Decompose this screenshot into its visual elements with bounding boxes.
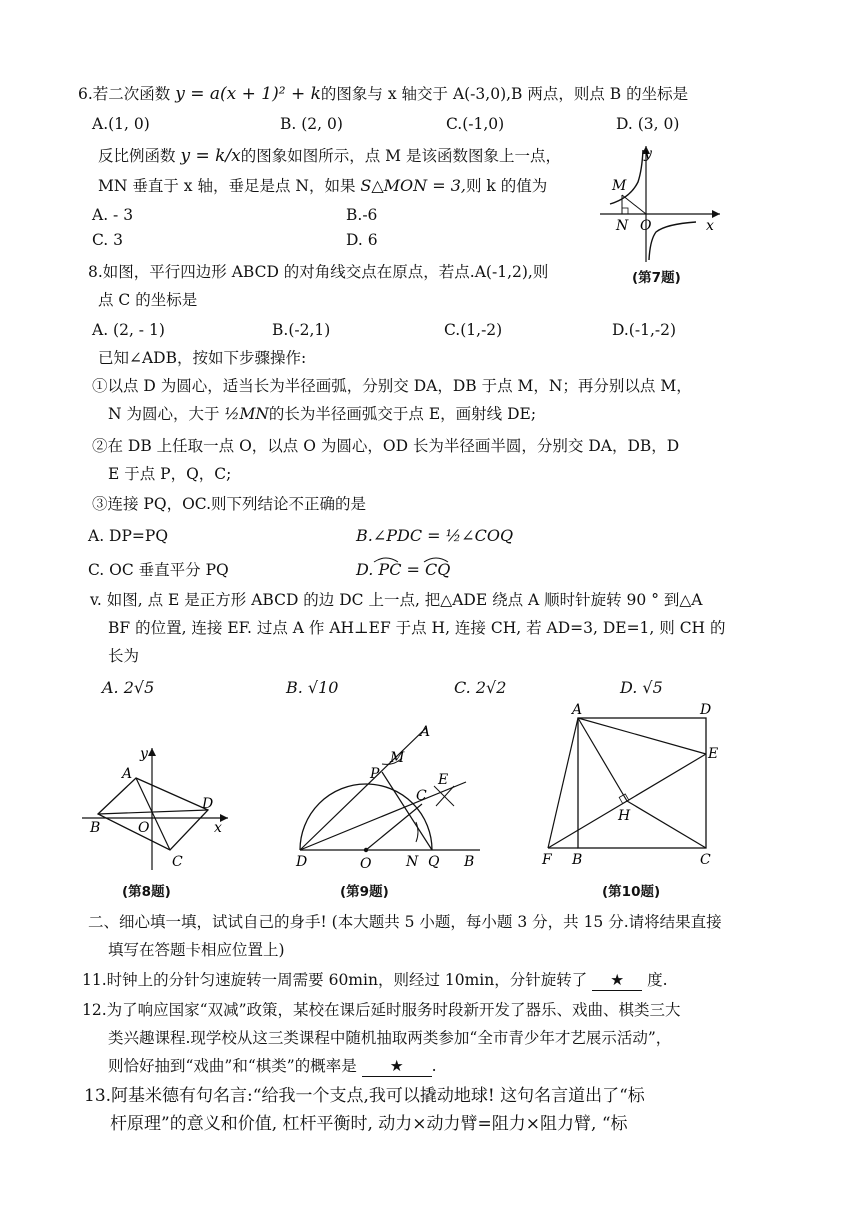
q9-step2-line2: E 于点 P，Q，C; (108, 465, 232, 483)
q8-label-o: O (138, 820, 150, 836)
q10-figure (534, 698, 734, 874)
q7-stem-line2 (98, 176, 547, 196)
q7-formula: y = k/x (180, 146, 241, 166)
q7-option-a: A. - 3 (92, 206, 134, 224)
q9-option-a: A. DP=PQ (88, 527, 169, 545)
q12-stem-line1: 12.为了响应国家“双减”政策，某校在课后延时服务时段新开发了器乐、戏曲、棋类三大 (82, 1001, 681, 1019)
q9-intro: 已知∠ADB，按如下步骤操作: (98, 349, 307, 367)
q7-tail: 的图象如图所示，点 M 是该函数图象上一点， (240, 147, 561, 165)
q8-figure (78, 744, 238, 874)
q7-stem-line1 (98, 146, 561, 166)
q8-caption: (第8题) (122, 884, 171, 900)
q8-label-c: C (172, 854, 183, 870)
q9-label-e: E (438, 772, 449, 788)
q7-figure (596, 142, 726, 267)
q9-step1b: N 为圆心，大于 (108, 405, 220, 423)
q9-label-d: D (296, 854, 308, 870)
section2-heading-line1: 二、细心填一填，试试自己的身手! (本大题共 5 小题，每小题 3 分，共 15 分.请将结果直接 (88, 913, 722, 931)
section2-heading-line2: 填写在答题卡相应位置上) (108, 941, 285, 959)
q12-end: . (431, 1057, 437, 1075)
q6-option-d: D. (3, 0) (616, 115, 680, 133)
q12-line3: 则恰好抽到“戏曲”和“棋类”的概率是 (108, 1057, 357, 1075)
q8-label-d: D (202, 796, 214, 812)
q8-label-a: A (122, 766, 133, 782)
q10-caption: (第10题) (602, 884, 661, 900)
q10-label-f: F (542, 852, 552, 868)
q9-label-m: M (390, 750, 405, 766)
q9-step1c: 的长为半径画弧交于点 E，画射线 DE; (268, 405, 537, 423)
q7-caption: (第7题) (632, 270, 681, 286)
q13-stem-line2: 杆原理”的意义和价值, 杠杆平衡时, 动力×动力臂=阻力×阻力臂, “标 (110, 1114, 628, 1134)
q7-option-c: C. 3 (92, 231, 124, 249)
q10-option-c: C. 2√2 (454, 678, 507, 697)
q10-option-d: D. √5 (620, 678, 663, 697)
q10-option-a: A. 2√5 (102, 678, 155, 697)
q9-label-p: P (370, 766, 380, 782)
q9-figure (290, 720, 490, 872)
q9-label-b: B (464, 854, 475, 870)
q10-label-h: H (618, 808, 631, 824)
q7-label-y: y (644, 146, 652, 162)
q12-stem-line3 (108, 1056, 437, 1077)
q8-option-b: B.(-2,1) (272, 321, 331, 339)
q6-option-c: C.(-1,0) (446, 115, 505, 133)
q8-option-d: D.(-1,-2) (612, 321, 677, 339)
q7-label-m: M (612, 178, 627, 194)
q7-option-b: B.-6 (346, 206, 378, 224)
q8-stem-line1: 8.如图，平行四边形 ABCD 的对角线交点在原点，若点.A(-1,2),则 (88, 263, 549, 281)
q9-label-a: A (420, 724, 431, 740)
q6-option-b: B. (2, 0) (280, 115, 343, 133)
q12-stem-line2: 类兴趣课程.现学校从这三类课程中随机抽取两类参加“全市青少年才艺展示活动”， (108, 1029, 672, 1047)
q9-step1-line2 (108, 404, 536, 424)
q9-option-b: B.∠PDC = ½∠COQ (356, 526, 514, 545)
q11-answer-blank[interactable]: ★ (592, 970, 642, 991)
q9-label-o: O (360, 856, 372, 872)
q9-step1-line1: ①以点 D 为圆心，适当长为半径画弧，分别交 DA，DB 于点 M，N；再分别以点 M， (92, 377, 692, 395)
q8-option-a: A. (2, - 1) (92, 321, 165, 339)
q9-label-n: N (406, 854, 419, 870)
q6-option-a: A.(1, 0) (92, 115, 150, 133)
q7-line2a: MN 垂直于 x 轴，垂足是点 N，如果 (98, 177, 356, 195)
q10-label-a: A (572, 702, 583, 718)
q10-label-d: D (700, 702, 712, 718)
q7-line2b: 则 k 的值为 (466, 177, 548, 195)
q8-label-b: B (90, 820, 101, 836)
q11-unit: 度. (647, 971, 668, 989)
q7-lead: 反比例函数 (98, 147, 176, 165)
q6-tail: 的图象与 x 轴交于 A(-3,0),B 两点，则点 B 的坐标是 (320, 85, 689, 103)
q9-half-mn: ½MN (224, 405, 269, 423)
q10-stem-line2: BF 的位置, 连接 EF. 过点 A 作 AH⊥EF 于点 H, 连接 CH, 若 AD=3, DE=1, 则 CH 的 (108, 619, 726, 637)
q10-stem-line3: 长为 (108, 647, 140, 665)
q11-text: 11.时钟上的分针匀速旋转一周需要 60min，则经过 10min，分针旋转了 (82, 971, 588, 989)
q6-stem (78, 84, 688, 104)
q9-option-d: D. PC = CQ (356, 560, 451, 579)
q12-answer-blank[interactable]: ★ (362, 1056, 432, 1077)
q9-label-c: C (416, 788, 427, 804)
q11-stem (82, 970, 668, 991)
q8-stem-line2: 点 C 的坐标是 (98, 291, 198, 309)
q7-option-d: D. 6 (346, 231, 378, 249)
q8-label-x: x (214, 820, 222, 836)
q7-label-o: O (640, 218, 652, 234)
q9-label-q: Q (428, 854, 440, 870)
q7-area-formula: S△MON = 3, (360, 176, 466, 195)
q6-formula: y = a(x + 1)² + k (175, 84, 321, 104)
q10-label-b: B (572, 852, 583, 868)
q8-label-y: y (140, 746, 148, 762)
q10-option-b: B. √10 (286, 678, 339, 697)
q8-option-c: C.(1,-2) (444, 321, 503, 339)
q9-step2-line1: ②在 DB 上任取一点 O，以点 O 为圆心，OD 长为半径画半圆，分别交 DA，DB，D (92, 437, 680, 455)
q6-lead: 6.若二次函数 (78, 85, 171, 103)
q9-arc-marks (372, 554, 462, 564)
q7-label-n: N (616, 218, 629, 234)
q9-step3: ③连接 PQ，OC.则下列结论不正确的是 (92, 495, 367, 513)
q10-label-e: E (708, 746, 719, 762)
q13-stem-line1: 13.阿基米德有句名言:“给我一个支点,我可以撬动地球! 这句名言道出了“标 (84, 1086, 645, 1106)
q10-label-c: C (700, 852, 711, 868)
q9-option-c: C. OC 垂直平分 PQ (88, 561, 229, 579)
q7-label-x: x (706, 218, 714, 234)
q10-stem-line1: v. 如图, 点 E 是正方形 ABCD 的边 DC 上一点, 把△ADE 绕点 A 顺时针旋转 90 ° 到△A (90, 591, 703, 609)
q9-caption: (第9题) (340, 884, 389, 900)
